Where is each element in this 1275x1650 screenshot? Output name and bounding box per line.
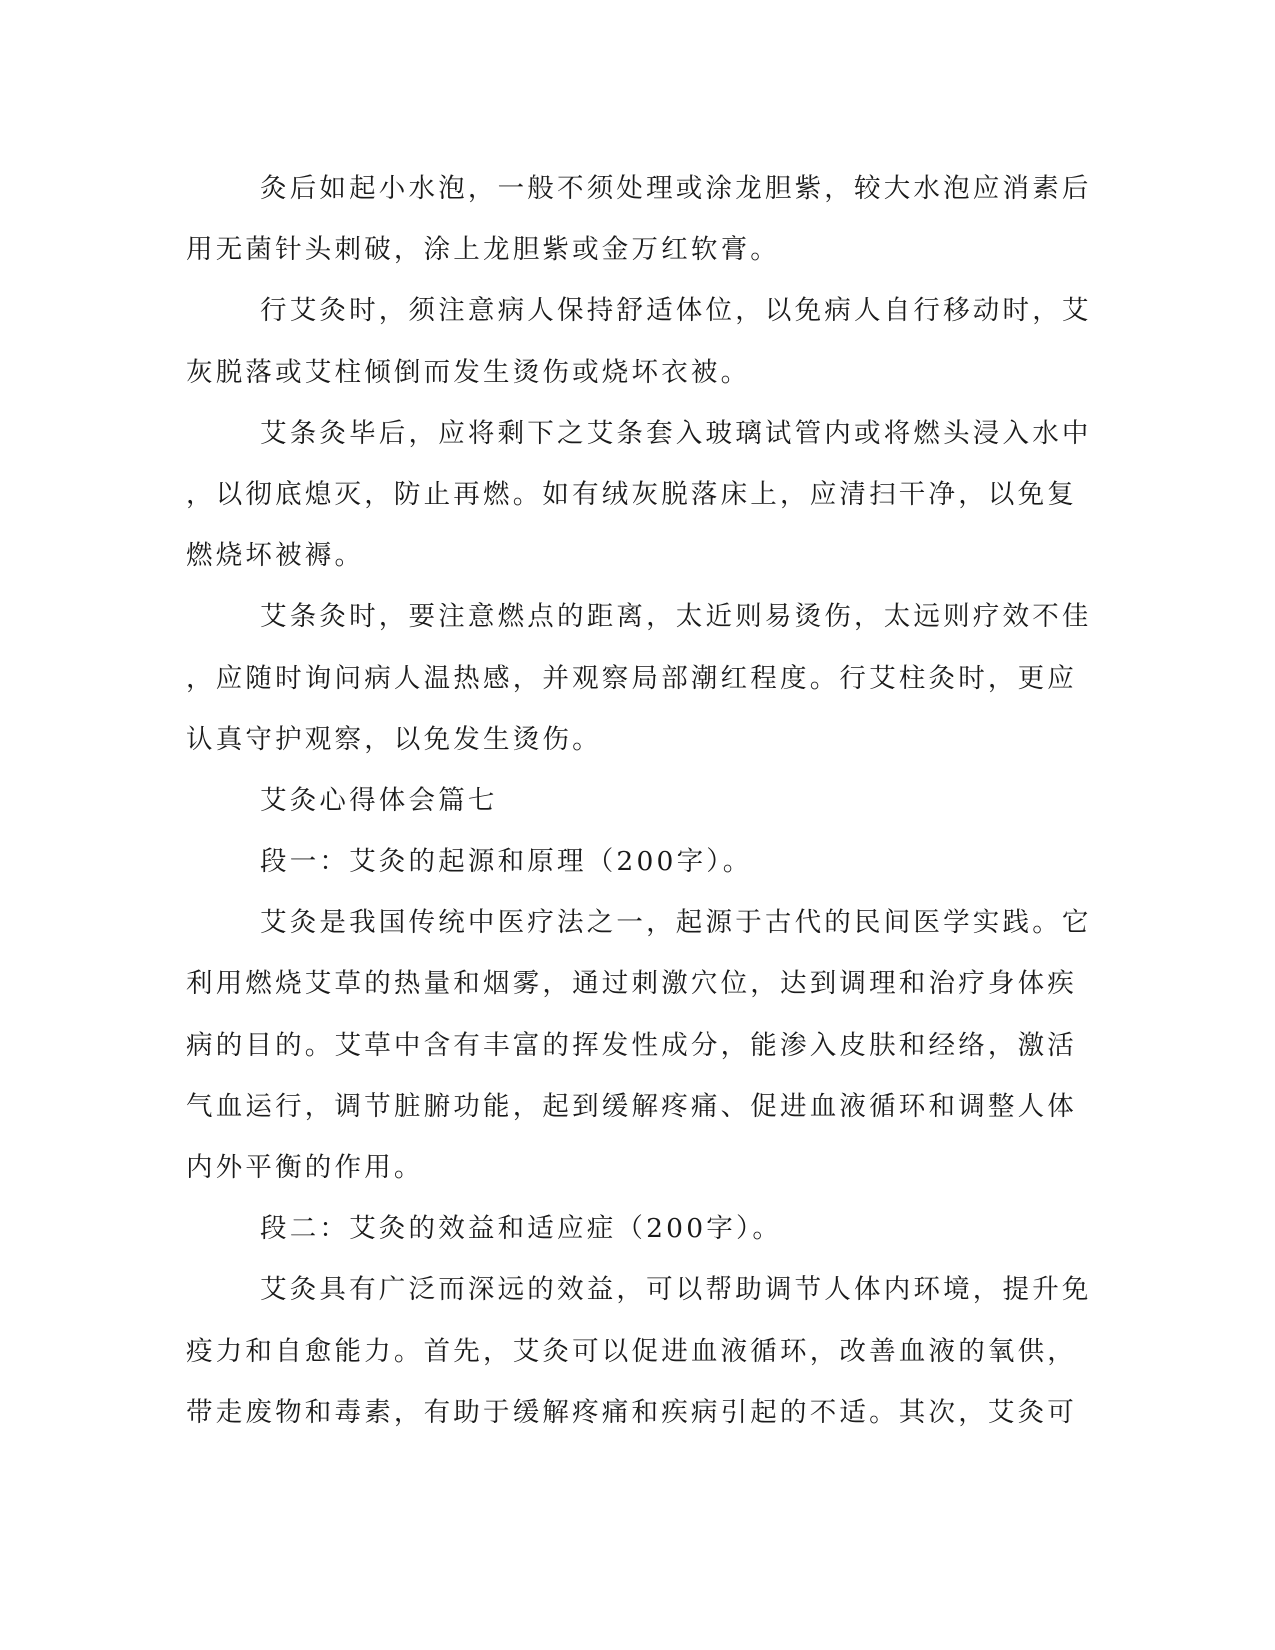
text-line: 带走废物和毒素，有助于缓解疼痛和疾病引起的不适。其次，艾灸可 bbox=[186, 1396, 1077, 1428]
text-line: 艾条灸时，要注意燃点的距离，太近则易烫伤，太远则疗效不佳 bbox=[260, 601, 1092, 633]
text-line: 行艾灸时，须注意病人保持舒适体位，以免病人自行移动时，艾 bbox=[260, 295, 1092, 327]
paragraph-subtitle: 段一：艾灸的起源和原理（200字）。 bbox=[260, 846, 753, 878]
paragraph-subtitle: 段二：艾灸的效益和适应症（200字）。 bbox=[260, 1213, 783, 1245]
text-line: ，应随时询问病人温热感，并观察局部潮红程度。行艾柱灸时，更应 bbox=[186, 662, 1077, 694]
text-line: ，以彻底熄灭，防止再燃。如有绒灰脱落床上，应清扫干净，以免复 bbox=[186, 478, 1077, 510]
text-line: 艾条灸毕后，应将剩下之艾条套入玻璃试管内或将燃头浸入水中 bbox=[260, 417, 1092, 449]
text-line: 艾灸是我国传统中医疗法之一，起源于古代的民间医学实践。它 bbox=[260, 907, 1092, 939]
text-line: 病的目的。艾草中含有丰富的挥发性成分，能渗入皮肤和经络，激活 bbox=[186, 1029, 1077, 1061]
text-line: 燃烧坏被褥。 bbox=[186, 540, 365, 572]
document-body bbox=[186, 158, 1092, 1443]
section-heading: 艾灸心得体会篇七 bbox=[260, 784, 498, 816]
text-line: 灰脱落或艾柱倾倒而发生烫伤或烧坏衣被。 bbox=[186, 356, 751, 388]
text-line: 认真守护观察，以免发生烫伤。 bbox=[186, 723, 602, 755]
text-line: 艾灸具有广泛而深远的效益，可以帮助调节人体内环境，提升免 bbox=[260, 1274, 1092, 1306]
text-line: 用无菌针头刺破，涂上龙胆紫或金万红软膏。 bbox=[186, 234, 780, 266]
text-line: 利用燃烧艾草的热量和烟雾，通过刺激穴位，达到调理和治疗身体疾 bbox=[186, 968, 1077, 1000]
text-line: 疫力和自愈能力。首先，艾灸可以促进血液循环，改善血液的氧供， bbox=[186, 1335, 1077, 1367]
text-line: 内外平衡的作用。 bbox=[186, 1152, 424, 1183]
text-line: 气血运行，调节脏腑功能，起到缓解疼痛、促进血液循环和调整人体 bbox=[186, 1090, 1077, 1122]
text-line: 灸后如起小水泡，一般不须处理或涂龙胆紫，较大水泡应消素后 bbox=[260, 173, 1092, 204]
